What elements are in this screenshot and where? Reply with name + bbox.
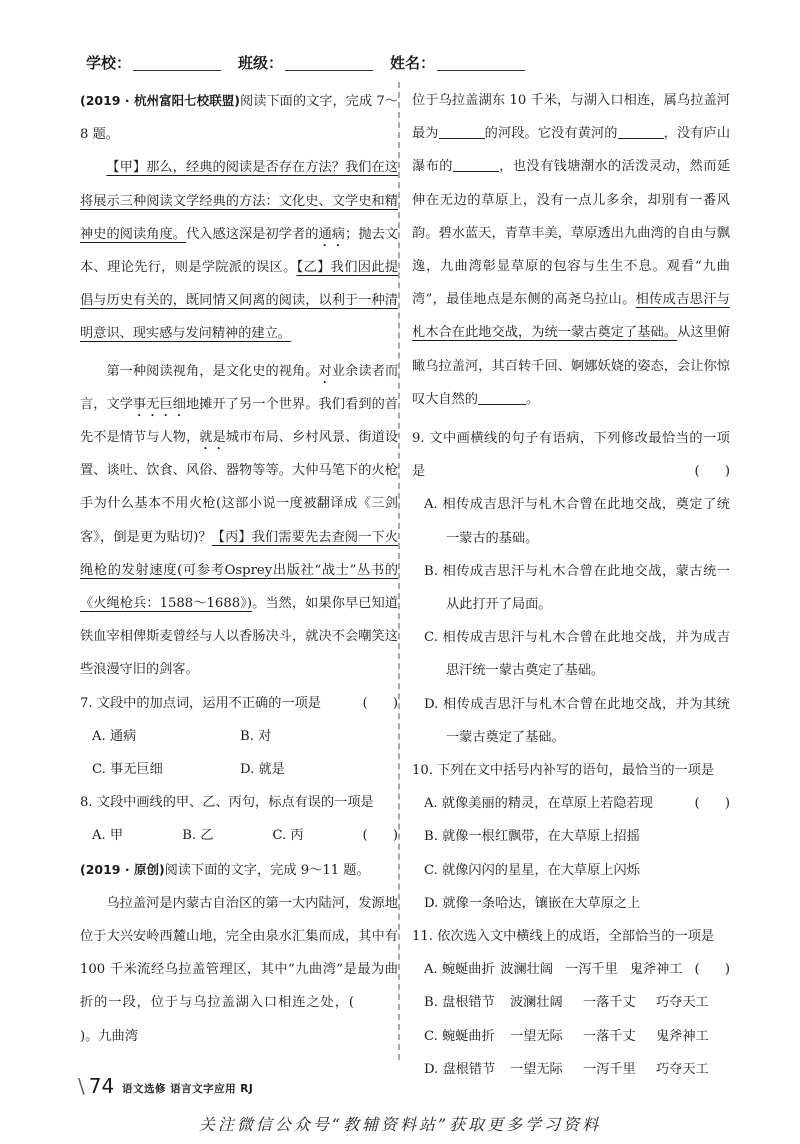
q11-d-idiom-3: 一泻千里: [583, 1061, 636, 1077]
passage2-instruction: 阅读下面的文字，完成 9～11 题。: [164, 862, 370, 878]
q11-b-idiom-1: B. 盘根错节: [424, 995, 495, 1011]
idiom-blank-3[interactable]: [453, 157, 499, 172]
text-segment: ；抛去文本、理论先行，则是学院派的误区。: [80, 226, 399, 276]
text-segment: 乌拉盖河是内蒙古自治区的第一大内陆河，发源地位于大兴安岭西麓山地，完全由泉水汇集而成，其中有 100 千米流经乌拉盖管理区，其中“九曲湾”是最为曲折的一段，位于与乌拉盖湖入口相连之处，(: [80, 895, 398, 1011]
text-segment: 的河段。它没有黄河的: [484, 126, 618, 142]
idiom-blank-1[interactable]: [439, 124, 485, 139]
question-11: [412, 920, 730, 1086]
class-field[interactable]: [238, 52, 373, 73]
text-segment: 业余读者而言，文学: [80, 363, 399, 412]
q11-a-idiom-1: A. 蜿蜒曲折: [424, 962, 495, 978]
q7-options-row1: [80, 720, 398, 753]
q7-stem: 7. 文段中的加点词，运用不正确的一项是: [80, 695, 321, 711]
slash-mark: \: [78, 1074, 85, 1098]
dotted-word-tongbing: 通病: [318, 226, 346, 242]
q11-a-idiom-4: 鬼斧神工: [629, 962, 683, 978]
q11-option-c[interactable]: [412, 1020, 730, 1053]
q11-option-a[interactable]: [412, 953, 695, 986]
q7-option-d[interactable]: D. 就是: [240, 762, 285, 778]
dotted-word-dui: 对: [318, 363, 332, 379]
passage2-paragraph-cont: [412, 84, 730, 416]
q11-d-idiom-2: 一望无际: [510, 1061, 563, 1077]
q9-option-b[interactable]: B. 相传成吉思汗与札木合曾在此地交战，蒙古统一从此打开了局面。: [424, 563, 730, 613]
text-segment: )。九曲湾: [80, 1028, 138, 1044]
dotted-word-jiushi: 就是: [199, 430, 226, 446]
name-label: 姓名：: [390, 54, 436, 72]
text-segment: 城市布局、乡村风景、街道设置、谈吐、饮食、风俗、器物等等。大仲马笔下的火枪手为什么基本不用火枪(这部小说一度被翻译成《三剑客》，倒是更为贴切)？: [80, 430, 399, 545]
q7-answer-slot[interactable]: ( ): [362, 695, 398, 711]
q9-option-d[interactable]: D. 相传成吉思汗与札木合曾在此地交战，并为其统一蒙古奠定了基础。: [424, 696, 730, 745]
passage2-intro: [80, 853, 398, 887]
q10-option-b[interactable]: B. 就像一根红飘带，在大草原上招摇: [424, 829, 640, 845]
q9-stem: 9. 文中画横线的句子有语病，下列修改最恰当的一项是: [412, 431, 730, 480]
text-segment: ，没有庐山瀑布的: [412, 126, 731, 175]
passage1-paragraph2: [80, 355, 398, 687]
passage1-paragraph1: [80, 151, 398, 350]
q11-option-d[interactable]: [412, 1053, 730, 1086]
q11-c-idiom-4: 鬼斧神工: [656, 1028, 709, 1044]
q11-b-idiom-3: 一落千丈: [583, 995, 636, 1011]
text-segment: 从这里俯瞰乌拉盖河，其百转千回、婀娜妖娆的姿态，会让你惊叹大自然的: [412, 325, 731, 407]
q7-option-c[interactable]: C. 事无巨细: [92, 762, 163, 778]
text-segment: 。: [525, 391, 540, 407]
passage2-source: (2019 · 原创): [80, 861, 165, 877]
q7-option-b[interactable]: B. 对: [240, 728, 272, 744]
passage1-intro: [80, 84, 398, 151]
text-segment: 地摊开了另一个世界。我们看到的首先不是情节与人物，: [80, 396, 399, 446]
page-number-block: [78, 1074, 114, 1098]
question-8: [80, 786, 398, 852]
q11-option-b[interactable]: [412, 986, 730, 1019]
q8-option-c[interactable]: C. 丙: [272, 828, 304, 844]
idiom-blank-2[interactable]: [618, 124, 664, 139]
passage1-instruction: 阅读下面的文字，完成 7～8 题。: [80, 94, 398, 143]
q9-option-c[interactable]: C. 相传成吉思汗与札木合曾在此地交战，并为成吉思汗统一蒙古奠定了基础。: [424, 630, 730, 679]
class-blank[interactable]: [285, 54, 373, 71]
book-title: 语文选修 语言文字应用 RJ: [122, 1083, 254, 1095]
q10-stem: 10. 下列在文中括号内补写的语句，最恰当的一项是: [412, 763, 715, 779]
text-segment: ，也没有钱塘潮水的活泼灵动，然而延伸在无边的草原上，没有一点儿多余，却别有一番风韵。碧水蓝天，青草丰美，草原透出九曲湾的自由与飘逸，九曲湾彰显草原的包容与生生不息。观看“九曲湾”，最佳地点是东侧的高尧乌拉山。: [412, 159, 731, 308]
name-blank[interactable]: [437, 54, 525, 71]
question-9: [412, 422, 730, 754]
sentence-jia: 【甲】那么，经典的阅读是否存在方法？我们在这将展示三种阅读文学经典的方法：文化史、文学史和精神史的阅读角度。: [80, 160, 398, 242]
q10-option-d[interactable]: D. 就像一条哈达，镶嵌在大草原之上: [424, 895, 641, 911]
q7-options-row2: [80, 753, 398, 786]
passage1-source: (2019 · 杭州富阳七校联盟): [80, 93, 240, 108]
sentence-bing: 【丙】我们需要先去查阅一下火绳枪的发射速度(可参考Osprey出版社“战士”丛书的《火绳枪兵：1588～1688》): [80, 529, 399, 612]
faulty-sentence: 相传成吉思汗与札木合在此地交战，为统一蒙古奠定了基础。: [412, 292, 730, 341]
text-segment: 代入感这深是初学者的: [186, 226, 319, 242]
q11-c-idiom-1: C. 蜿蜒曲折: [424, 1028, 495, 1044]
question-10: [412, 754, 730, 920]
idiom-blank-4[interactable]: [478, 390, 526, 405]
q11-a-idiom-2: 波澜壮阔: [500, 962, 554, 978]
name-field[interactable]: [390, 52, 525, 73]
dotted-word-shiwujuxi: 事无巨细: [133, 396, 187, 412]
q11-b-idiom-2: 波澜壮阔: [510, 995, 563, 1011]
q11-a-idiom-3: 一泻千里: [565, 962, 618, 978]
question-7: [80, 687, 398, 787]
q8-answer-slot[interactable]: ( ): [362, 828, 398, 844]
q10-option-a[interactable]: A. 就像美丽的精灵，在草原上若隐若现: [424, 796, 653, 812]
q8-option-b[interactable]: B. 乙: [182, 828, 214, 844]
q11-c-idiom-3: 一落千丈: [583, 1028, 636, 1044]
student-info-header: [80, 52, 740, 76]
q11-stem: 11. 依次选入文中横线上的成语，全部恰当的一项是: [412, 929, 715, 945]
text-segment: 。当然，如果你早已知道铁血宰相俾斯麦曾经与人以香肠决斗，就决不会嘲笑这些浪漫守旧的剑客。: [80, 596, 399, 678]
q8-stem: 8. 文段中画线的甲、乙、丙句，标点有误的一项是: [80, 795, 374, 811]
q11-d-idiom-4: 巧夺天工: [656, 1061, 709, 1077]
q11-answer-slot[interactable]: ( ): [694, 962, 730, 978]
q11-b-idiom-4: 巧夺天工: [656, 995, 709, 1011]
promo-banner: 关注微信公众号“教辅资料站”获取更多学习资料: [198, 1115, 602, 1134]
q9-option-a[interactable]: A. 相传成吉思汗与札木合曾在此地交战，奠定了统一蒙古的基础。: [424, 497, 730, 546]
passage2-paragraph-start: [80, 887, 398, 1053]
sentence-yi: 【乙】我们因此提倡与历史有关的，既同情又间离的阅读，以利于一种清明意识、现实感与发问精神的建立。: [80, 260, 399, 342]
text-segment: 第一种阅读视角，是文化史的视角。: [106, 363, 319, 379]
page-number: 74: [88, 1074, 115, 1098]
text-segment: 位于乌拉盖湖东 10 千米，与湖入口相连，属乌拉盖河最为: [412, 93, 730, 142]
school-blank[interactable]: [133, 54, 221, 71]
school-label: 学校：: [86, 54, 132, 72]
q10-answer-slot[interactable]: ( ): [694, 796, 730, 812]
q11-c-idiom-2: 一望无际: [510, 1028, 563, 1044]
q8-option-a[interactable]: A. 甲: [92, 828, 124, 844]
right-column: [412, 84, 730, 1086]
q10-option-c[interactable]: C. 就像闪闪的星星，在大草原上闪烁: [424, 862, 640, 878]
q9-answer-slot[interactable]: ( ): [694, 464, 730, 480]
class-label: 班级：: [238, 54, 284, 72]
school-field[interactable]: [86, 52, 221, 73]
q8-options: [80, 819, 363, 852]
q7-option-a[interactable]: A. 通病: [92, 728, 137, 744]
left-column: [80, 84, 398, 1053]
column-divider: [398, 82, 400, 1060]
q11-d-idiom-1: D. 盘根错节: [424, 1061, 496, 1077]
